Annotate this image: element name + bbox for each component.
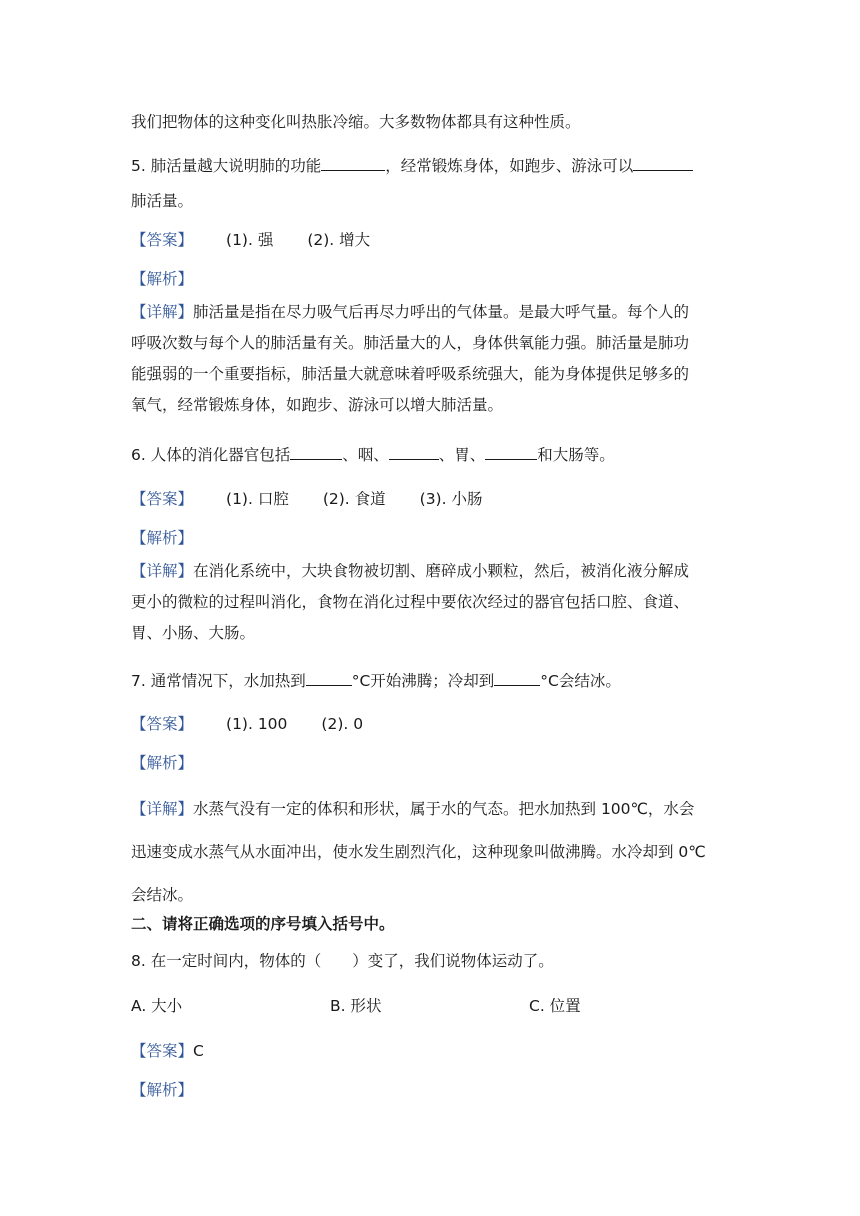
q7-part2: °C开始沸腾；冷却到 [351,672,495,690]
detail-7-line-3: 会结冰。 [131,886,194,904]
question-8: 8. 在一定时间内，物体的（ ）变了，我们说物体运动了。 [131,952,554,970]
analysis-label: 【解析】 [131,270,194,288]
answer-5-item-1: (1). 强 [226,231,274,249]
q5-blank-1 [321,154,385,171]
detail-7-line-1: 水蒸气没有一定的体积和形状，属于水的气态。把水加热到 100℃，水会 [193,800,695,818]
q7-blank-1 [306,669,352,686]
answer-5-item-2: (2). 增大 [307,231,371,249]
q6-part2: 、咽、 [342,446,389,464]
q7-part1: 7. 通常情况下，水加热到 [131,672,306,690]
answer-7-item-1: (1). 100 [226,715,288,733]
question-7 [131,669,621,692]
detail-5-line-1: 肺活量是指在尽力吸气后再尽力呼出的气体量。是最大呼气量。每个人的 [193,303,690,321]
answer-5 [131,229,370,251]
detail-7 [131,788,731,917]
answer-7 [131,713,363,735]
detail-7-line-2: 迅速变成水蒸气从水面冲出，使水发生剧烈汽化，这种现象叫做沸腾。水冷却到 0℃ [131,843,706,861]
question-6 [131,443,615,466]
detail-6-line-3: 胃、小肠、大肠。 [131,624,256,642]
q6-part1: 6. 人体的消化器官包括 [131,446,291,464]
detail-5-line-2: 呼吸次数与每个人的肺活量有关。肺活量大的人，身体供氧能力强。肺活量是肺功 [131,334,690,352]
question-5 [131,154,693,177]
q6-blank-3 [485,443,537,460]
answer-label: 【答案】 [131,1042,194,1060]
answer-8-value: C [193,1042,204,1060]
section-heading: 二、请将正确选项的序号填入括号中。 [131,915,395,933]
q7-part3: °C会结冰。 [540,672,621,690]
answer-8 [131,1040,204,1062]
detail-6 [131,556,731,649]
answer-label: 【答案】 [131,231,194,249]
detail-label: 【详解】 [131,303,194,321]
answer-6 [131,488,482,510]
q5-line2: 肺活量。 [131,192,194,210]
detail-6-line-1: 在消化系统中，大块食物被切割、磨碎成小颗粒，然后，被消化液分解成 [193,562,690,580]
answer-label: 【答案】 [131,490,194,508]
analysis-label: 【解析】 [131,529,194,547]
q5-part2: ，经常锻炼身体，如跑步、游泳可以 [385,157,634,175]
answer-6-item-3: (3). 小肠 [419,490,483,508]
detail-label: 【详解】 [131,800,194,818]
q6-part3: 、胃、 [438,446,486,464]
top-line: 我们把物体的这种变化叫热胀冷缩。大多数物体都具有这种性质。 [131,113,581,131]
answer-label: 【答案】 [131,715,194,733]
analysis-label: 【解析】 [131,754,194,772]
answer-6-item-2: (2). 食道 [322,490,386,508]
analysis-label: 【解析】 [131,1081,194,1099]
q5-part1: 5. 肺活量越大说明肺的功能 [131,157,322,175]
q8-option-a: A. 大小 [131,997,183,1015]
q5-blank-2 [633,154,693,171]
q8-option-b: B. 形状 [330,997,382,1015]
q8-option-c: C. 位置 [529,997,581,1015]
answer-6-item-1: (1). 口腔 [226,490,289,508]
answer-7-item-2: (2). 0 [321,715,364,733]
q6-part4: 和大肠等。 [537,446,615,464]
detail-5 [131,297,731,421]
detail-6-line-2: 更小的微粒的过程叫消化，食物在消化过程中要依次经过的器官包括口腔、食道、 [131,593,690,611]
detail-label: 【详解】 [131,562,194,580]
detail-5-line-3: 能强弱的一个重要指标，肺活量大就意味着呼吸系统强大，能为身体提供足够多的 [131,365,690,383]
q6-blank-1 [290,443,342,460]
q7-blank-2 [494,669,540,686]
detail-5-line-4: 氧气，经常锻炼身体，如跑步、游泳可以增大肺活量。 [131,396,504,414]
q6-blank-2 [389,443,439,460]
